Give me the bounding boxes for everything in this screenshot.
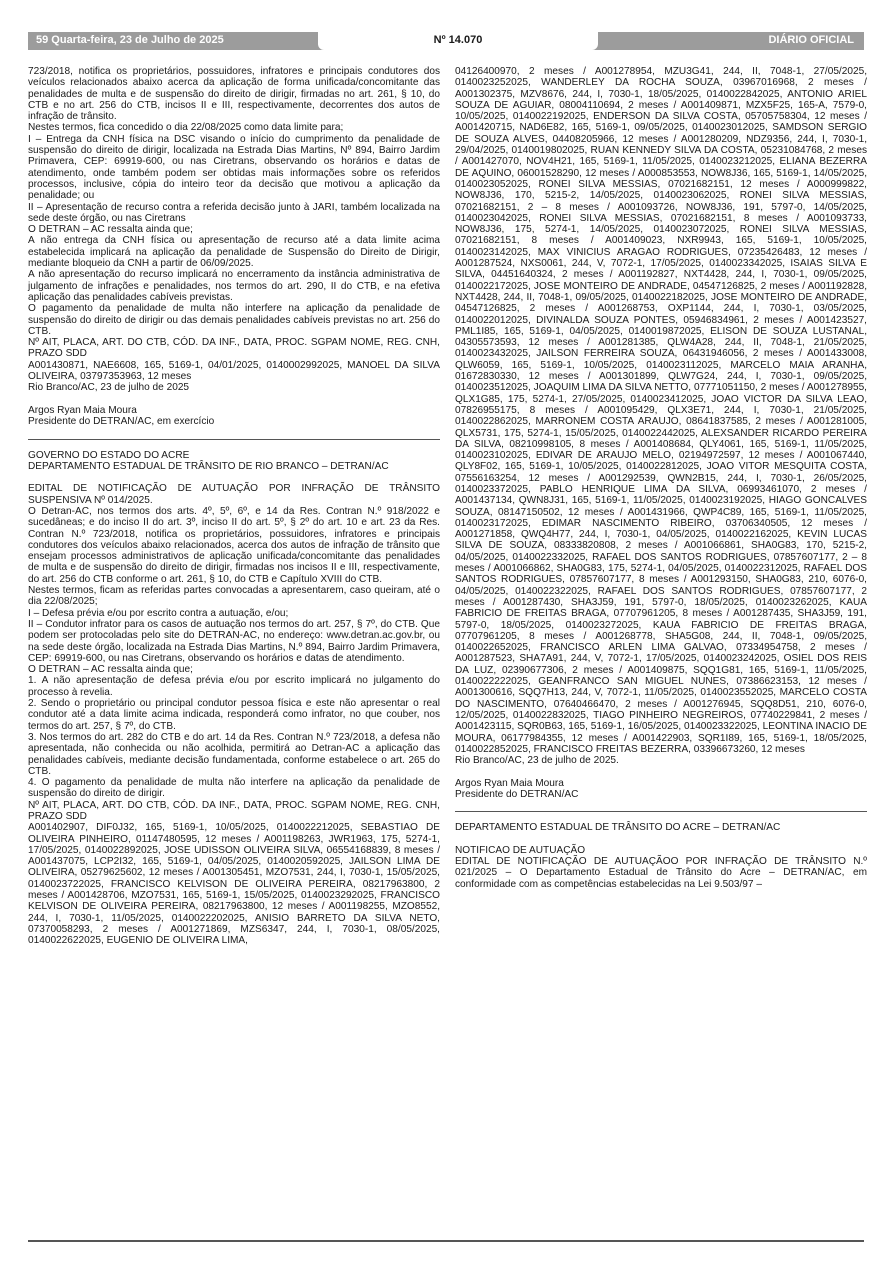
table-row: A001430871, NAE6608, 165, 5169-1, 04/01/2025, 0140002992025, MANOEL DA SILVA OLIVEIRA, 03797353963, 12 meses	[28, 359, 440, 383]
paragraph: I – Defesa prévia e/ou por escrito contra a autuação, e/ou;	[28, 607, 289, 619]
publication-name: DIÁRIO OFICIAL	[768, 34, 854, 46]
page-header	[28, 32, 864, 50]
paragraph: O pagamento da penalidade de multa não interfere na aplicação da penalidade de suspensão do direito de dirigir ou das demais penalidades cabíveis previstas no art. 256 do CTB.	[28, 303, 440, 337]
signatory-title: Presidente do DETRAN/AC	[455, 789, 579, 800]
paragraph: A não apresentação do recurso implicará no encerramento da instância administrativa de julgamento de infrações e penalidades, nos termos do art. 290, II do CTB, e na efetiva aplicação das penalidades cabíveis previstas.	[28, 269, 440, 303]
date-line: Rio Branco/AC, 23 de julho de 2025.	[455, 755, 619, 767]
table-header: Nº AIT, PLACA, ART. DO CTB, CÓD. DA INF., DATA, PROC. SGPAM NOME, REG. CNH, PRAZO SDD	[28, 337, 440, 360]
table-rows: A001402907, DIF0J32, 165, 5169-1, 10/05/2025, 0140022212025, SEBASTIAO DE OLIVEIRA PINHEIRO, 01147480595, 12 meses / A001198263, JWR1963, 175, 5274-1, 17/05/2025, 0140022892025, JOSE UDISSON OLIVEIRA SILVA, 06554168839, 8 meses / A001437075, LCP2I32, 165, 5169-1, 04/05/2025, 0140020592025, JAILSON LIMA DE OLIVEIRA, 05279625602, 12 meses / A001305451, MZO7531, 244, I, 7030-1, 15/05/2025, 0140023722025, FRANCISCO KELVISON DE OLIVEIRA PEREIRA, 08217963800, 2 meses / A001428706, MZO7531, 165, 5169-1, 15/05/2025, 0140023292025, FRANCISCO KELVISON DE OLIVEIRA PEREIRA, 08217963800, 12 meses / A001198255, MZO8552, 244, I, 7030-1, 11/05/2025, 0140022202025, ANISIO BARRETO DA SILVA NETO, 07370058293, 2 meses / A001271869, MZS6347, 244, I, 7030-1, 08/05/2025, 0140022622025, EUGENIO DE OLIVEIRA LIMA,	[28, 822, 440, 947]
paragraph: Nestes termos, ficam as referidas partes convocadas a apresentarem, caso queiram, até o dia 22/08/2025;	[28, 585, 440, 608]
paragraph: 4. O pagamento da penalidade de multa não interfere na aplicação da penalidade de suspensão do direito de dirigir.	[28, 777, 440, 800]
paragraph: EDITAL DE NOTIFICAÇÃO DE AUTUAÇÃOO POR INFRAÇÃO DE TRÂNSITO N.º 021/2025 – O Departamento Estadual de Trânsito do Acre – DETRAN/AC, em conformidade com as competências estabelecidas na Lei 9.503/97 –	[455, 856, 867, 890]
signatory-name: Argos Ryan Maia Moura	[455, 777, 564, 789]
government-heading: GOVERNO DO ESTADO DO ACRE	[28, 449, 190, 461]
section-divider	[28, 439, 440, 440]
left-column	[28, 66, 440, 947]
signatory-title: Presidente do DETRAN/AC, em exercício	[28, 416, 215, 428]
paragraph: O DETRAN – AC ressalta ainda que;	[28, 224, 193, 236]
right-column	[455, 66, 867, 890]
paragraph: 2. Sendo o proprietário ou principal condutor pessoa física e este não apresentar o real condutor até a data limite acima indicada, responderá como infrator, no que couber, nos termos do art. 257, § 7º, do CTB.	[28, 698, 440, 732]
table-header: Nº AIT, PLACA, ART. DO CTB, CÓD. DA INF., DATA, PROC. SGPAM NOME, REG. CNH, PRAZO SDD	[28, 799, 440, 822]
section-divider	[455, 811, 867, 812]
department-heading: DEPARTAMENTO ESTADUAL DE TRÂNSITO DO ACRE – DETRAN/AC	[455, 822, 781, 834]
issue-number: Nº 14.070	[318, 32, 598, 50]
paragraph: II – Apresentação de recurso contra a referida decisão junto à JARI, também localizada na sede deste órgão, ou nas Ciretrans	[28, 201, 440, 224]
notice-heading: NOTIFICAO DE AUTUAÇÃO	[455, 844, 586, 856]
bottom-rule	[28, 1240, 864, 1242]
department-heading: DEPARTAMENTO ESTADUAL DE TRÂNSITO DE RIO BRANCO – DETRAN/AC	[28, 460, 389, 472]
paragraph: 723/2018, notifica os proprietários, possuidores, infratores e principais condutores dos veículos relacionados abaixo acerca da aplicação de forma unificada/concomitante das penalidades de multa e de suspensão do direito de dirigir, firmadas no art. 261, § 10, do CTB e no art. 256 do CTB, incisos II e III, respectivamente, decorrentes dos autos de infração de trânsito.	[28, 66, 440, 123]
date-line: Rio Branco/AC, 23 de julho de 2025	[28, 382, 190, 394]
paragraph: O DETRAN – AC ressalta ainda que;	[28, 664, 193, 676]
paragraph: A não entrega da CNH física ou apresentação de recurso até a data limite acima estabelecida implicará na aplicação da penalidade de Suspensão do Direito de Dirigir, mediante bloqueio da CNH a partir de 06/09/2025.	[28, 235, 440, 270]
page-number-date: 59 Quarta-feira, 23 de Julho de 2025	[36, 34, 224, 46]
signatory-name: Argos Ryan Maia Moura	[28, 404, 137, 416]
paragraph: 3. Nos termos do art. 282 do CTB e do art. 14 da Res. Contran N.º 723/2018, a defesa não apresentada, não conhecida ou não acolhida, permitirá ao Detran-AC a aplicação das penalidades cabíveis, mediante decisão fundamentada, conforme estabelece o art. 265 do CTB.	[28, 731, 440, 777]
table-rows: 04126400970, 2 meses / A001278954, MZU3G41, 244, II, 7048-1, 27/05/2025, 0140023252025, WANDERLEY DA ROCHA SOUZA, 03967016968, 2 meses / A001302375, MZV8676, 244, I, 7030-1, 18/05/2025, 0140022842025, ANTONIO ARIEL SOUZA DE AGUIAR, 08004110694, 2 meses / A001409871, MZX5F25, 165-A, 7579-0, 10/05/2025, 0140022192025, ENDERSON DA SILVA COSTA, 05705758304, 12 meses / A001420715, NAD6E82, 165, 5169-1, 09/05/2025, 0140023012025, SAMDSON SERGIO DE SOUZA ALVES, 04408205966, 12 meses / A001280209, NDZ9356, 244, I, 7030-1, 29/04/2025, 0140019802025, RUAN KENNEDY SILVA DA COSTA, 05231084768, 2 meses / A001427070, NOV4H21, 165, 5169-1, 11/05/2025, 0140023212025, ELIANA BEZERRA DE AQUINO, 06001528290, 12 meses / A000853553, NOW8J36, 165, 5169-1, 14/05/2025, 0140023052025, RONEI SILVA MESSIAS, 07021682151, 12 meses / A000999822, NOW8J36, 170, 5215-2, 14/05/2025, 0140023062025, RONEI SILVA MESSIAS, 07021682151, 2 – 8 meses / A001093726, NOW8J36, 191, 5797-0, 14/05/2025, 0140023042025, RONEI SILVA MESSIAS, 07021682151, 8 meses / A001093733, NOW8J36, 175, 5274-1, 14/05/2025, 0140023072025, RONEI SILVA MESSIAS, 07021682151, 8 meses / A001409023, NXR9943, 165, 5169-1, 10/05/2025, 0140023142025, MAX VINICIUS ARAGAO RODRIGUES, 07235426483, 12 meses / A001287524, NXS0061, 244, V, 7072-1, 17/05/2025, 0140023342025, ISAIAS SILVA E SILVA, 04451640324, 2 meses / A001192827, NXT4428, 244, I, 7030-1, 09/05/2025, 0140022172025, JOSE MONTEIRO DE ANDRADE, 04547126825, 2 meses / A001192828, NXT4428, 244, II, 7048-1, 09/05/2025, 0140022182025, JOSE MONTEIRO DE ANDRADE, 04547126825, 2 meses / A001268753, OXP1144, 244, I, 7030-1, 03/05/2025, 0140022012025, DIVINALDA SOUZA PONTES, 05946834961, 2 meses / A001423527, PML1I85, 165, 5169-1, 04/05/2025, 0140019872025, ELISON DE SOUZA LUSTANAL, 04305573593, 12 meses / A001281385, QLW4A28, 244, II, 7048-1, 21/05/2025, 0140023432025, JAILSON FERREIRA SOUZA, 06431946056, 2 meses / A001433008, QLW6059, 165, 5169-1, 10/05/2025, 0140023112025, MARCELO MAIA ARANHA, 01672830330, 12 meses / A001301899, QLW7G24, 244, I, 7030-1, 09/05/2025, 0140023512025, JOAQUIM LIMA DA SILVA NETTO, 07771051150, 2 meses / A001278955, QLX1G85, 175, 5274-1, 27/05/2025, 0140023412025, JOAO VICTOR DA SILVA LEAO, 07826955175, 8 meses / A001095429, QLX3E71, 244, I, 7030-1, 21/05/2025, 0140022862025, MARRONEM COSTA ARAUJO, 08641837585, 2 meses / A001281005, QLX5731, 175, 5274-1, 15/05/2025, 0140022442025, ALEXSANDER RICARDO PEREIRA DA SILVA, 08210998105, 8 meses / A001408684, QLY4061, 165, 5169-1, 11/05/2025, 0140023102025, EDIVAR DE ARAUJO MELO, 02194972597, 12 meses / A001067440, QLY8F02, 165, 5169-1, 10/05/2025, 0140022812025, JOAO VITOR MESQUITA COSTA, 07556163254, 12 meses / A001292539, QWN2B15, 244, I, 7030-1, 26/05/2025, 0140023372025, PABLO HENRIQUE LIMA DA SILVA, 06993461070, 2 meses / A001437134, QWN8J31, 165, 5169-1, 11/05/2025, 0140023192025, HIAGO GONCALVES SOUZA, 08147150502, 12 meses / A001431966, QWP4C89, 165, 5169-1, 11/05/2025, 0140023172025, EDIMAR NASCIMENTO RIBEIRO, 03706340505, 12 meses / A001271858, QWQ4H77, 244, I, 7030-1, 04/05/2025, 0140022162025, KEVIN LUCAS SILVA DE SOUZA, 08333820808, 2 meses / A001066861, SHA0G83, 170, 5215-2, 04/05/2025, 0140022332025, RAFAEL DOS SANTOS RODRIGUES, 07857607177, 2 – 8 meses / A001066862, SHA0G83, 175, 5274-1, 04/05/2025, 0140022312025, RAFAEL DOS SANTOS RODRIGUES, 07857607177, 8 meses / A001293150, SHA0G83, 210, 6076-0, 04/05/2025, 0140022322025, RAFAEL DOS SANTOS RODRIGUES, 07857607177, 2 meses / A001287430, SHA3J59, 191, 5797-0, 18/05/2025, 0140023262025, KAUA FABRICIO DE FREITAS BRAGA, 07707961205, 8 meses / A001287435, SHA3J59, 191, 5797-0, 18/05/2025, 0140023272025, KAUA FABRICIO DE FREITAS BRAGA, 07707961205, 8 meses / A001268778, SHA5G08, 244, II, 7048-1, 09/05/2025, 0140022652025, FRANCISCO ARLEN LIMA GALVAO, 07334954758, 2 meses / A001287523, SHA7A91, 244, V, 7072-1, 17/05/2025, 0140023242025, OSIEL DOS REIS DA LUZ, 02390677306, 2 meses / A001409875, SQQ1G81, 165, 5169-1, 11/05/2025, 0140022222025, GEANFRANCO SAN MIGUEL NUNES, 07386623153, 12 meses / A001300616, SQQ7H13, 244, V, 7072-1, 11/05/2025, 0140023552025, MARCELO COSTA DO NASCIMENTO, 07640466470, 2 meses / A001276945, SQQ8D51, 210, 6076-0, 12/05/2025, 0140022832025, TIAGO PINHEIRO NEGREIROS, 07740229841, 2 meses / A001423115, SQR0B63, 165, 5169-1, 16/05/2025, 0140023322025, LEONTINA INACIO DE MOURA, 06177984355, 12 meses / A001422903, SQR1I89, 165, 5169-1, 18/05/2025, 0140022852025, FRANCISCO FREITAS BEZERRA, 03396673260, 12 meses	[455, 66, 867, 755]
edital-title: EDITAL DE NOTIFICAÇÃO DE AUTUAÇÃO POR INFRAÇÃO DE TRÂNSITO SUSPENSIVA Nº 014/2025.	[28, 483, 440, 506]
paragraph: II – Condutor infrator para os casos de autuação nos termos do art. 257, § 7º, do CTB. Que podem ser protocoladas pelo site do DETRAN-AC, no endereço: www.detran.ac.gov.br, ou na sede deste órgão, localizada na Estrada Dias Martins, N.º 894, Bairro Jardim Primavera, CEP: 69919-600, ou nas Ciretrans, observando os horários e datas de atendimento.	[28, 618, 440, 664]
paragraph: I – Entrega da CNH física na DSC visando o início do cumprimento da penalidade de suspensão do direito de dirigir, localizada na Estrada Dias Martins, Nº 894, Bairro Jardim Primavera, CEP: 69919-600, ou nas Ciretrans, observando os horários e datas de atendimento, onde também podem ser obtidas mais informações sobre os referidos processos, inclusive, cópia do inteiro teor da decisão que motivou a aplicação da penalidade; ou	[28, 133, 440, 202]
paragraph: O Detran-AC, nos termos dos arts. 4º, 5º, 6º, e 14 da Res. Contran N.º 918/2022 e sucedâneas; e do inciso II do art. 3º, inciso II do art. 5º, § 2º do art. 10 e art. 23 da Res. Contran N.º 723/2018, notifica os proprietários, possuidores, infratores e principais condutores dos veículos abaixo relacionados, acerca dos autos de infração de trânsito que ensejam processos administrativos de aplicação unificada/concomitante das penalidades de multa e de suspensão do direito de dirigir, firmadas nos incisos II e III, respectivamente, do art. 256 do CTB conforme o art. 261, § 10, do CTB e Capítulo XVIII do CTB.	[28, 505, 440, 585]
paragraph: Nestes termos, fica concedido o dia 22/08/2025 como data limite para;	[28, 122, 344, 134]
paragraph: 1. A não apresentação de defesa prévia e/ou por escrito implicará no julgamento do processo à revelia.	[28, 675, 440, 698]
